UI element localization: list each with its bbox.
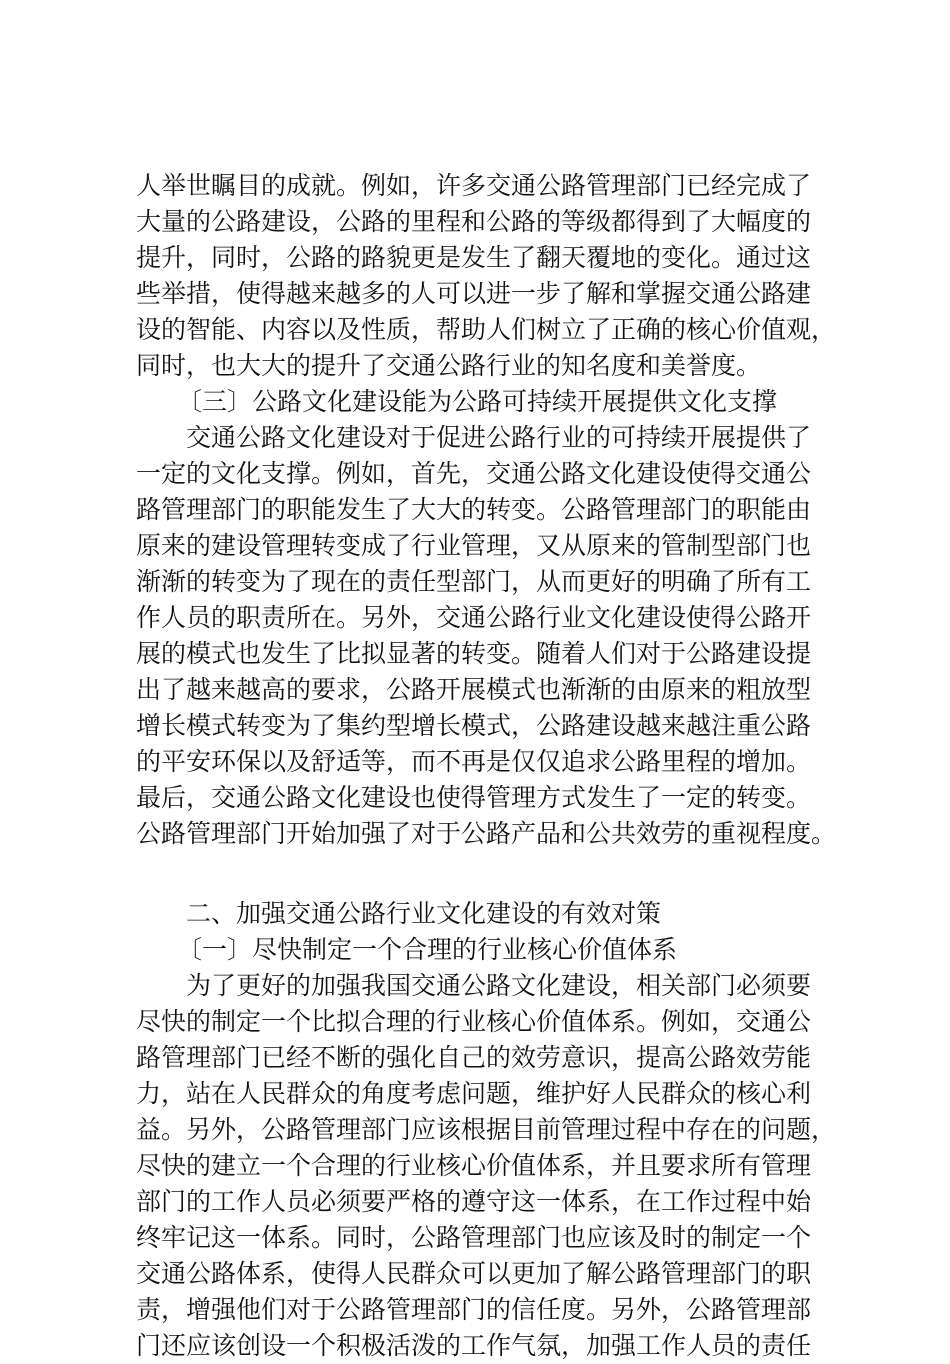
line-text: 尽快的建立一个合理的行业核心价值体系，并且要求所有管理 <box>136 1151 812 1180</box>
text-line <box>0 456 950 492</box>
text-line <box>0 780 950 816</box>
text-line <box>0 1148 950 1184</box>
text-line <box>0 1004 950 1040</box>
text-line <box>0 312 950 348</box>
text-line <box>0 276 950 312</box>
line-text: 出了越来越高的要求，公路开展模式也渐渐的由原来的粗放型 <box>136 675 812 704</box>
text-line <box>0 564 950 600</box>
subsection-heading <box>0 384 950 420</box>
line-text: 的平安环保以及舒适等，而不再是仅仅追求公路里程的增加。 <box>136 747 812 776</box>
line-text: 为了更好的加强我国交通公路文化建设，相关部门必须要 <box>186 971 812 1000</box>
line-text: 同时，也大大的提升了交通公路行业的知名度和美誉度。 <box>136 351 762 380</box>
text-line <box>0 1220 950 1256</box>
line-text: 路管理部门的职能发生了大大的转变。公路管理部门的职能由 <box>136 495 812 524</box>
text-line <box>0 168 950 204</box>
line-text: 原来的建设管理转变成了行业管理，又从原来的管制型部门也 <box>136 531 812 560</box>
line-text: 增长模式转变为了集约型增长模式，公路建设越来越注重公路 <box>136 711 812 740</box>
line-text: 交通公路文化建设对于促进公路行业的可持续开展提供了 <box>186 423 812 452</box>
line-text: 部门的工作人员必须要严格的遵守这一体系，在工作过程中始 <box>136 1187 812 1216</box>
line-text: 人举世瞩目的成就。例如，许多交通公路管理部门已经完成了 <box>136 171 812 200</box>
text-line <box>0 492 950 528</box>
text-line <box>0 600 950 636</box>
line-text: 大量的公路建设，公路的里程和公路的等级都得到了大幅度的 <box>136 207 812 236</box>
line-text: 展的模式也发生了比拟显著的转变。随着人们对于公路建设提 <box>136 639 812 668</box>
line-text: 门还应该创设一个积极活泼的工作气氛，加强工作人员的责任 <box>136 1331 812 1360</box>
line-text: 〔一〕尽快制定一个合理的行业核心价值体系 <box>177 935 678 964</box>
text-line <box>0 816 950 852</box>
text-line <box>0 968 950 1004</box>
line-text: 提升，同时，公路的路貌更是发生了翻天覆地的变化。通过这 <box>136 243 812 272</box>
text-line <box>0 1112 950 1148</box>
text-line <box>0 636 950 672</box>
text-line <box>0 1040 950 1076</box>
line-text: 责，增强他们对于公路管理部门的信任度。另外，公路管理部 <box>136 1295 812 1324</box>
text-line <box>0 204 950 240</box>
line-text: 一定的文化支撑。例如，首先，交通公路文化建设使得交通公 <box>136 459 812 488</box>
line-text: 最后，交通公路文化建设也使得管理方式发生了一定的转变。 <box>136 783 812 812</box>
line-text: 设的智能、内容以及性质，帮助人们树立了正确的核心价值观， <box>136 315 837 344</box>
text-line <box>0 708 950 744</box>
text-line <box>0 528 950 564</box>
text-line <box>0 1076 950 1112</box>
line-text: 作人员的职责所在。另外，交通公路行业文化建设使得公路开 <box>136 603 812 632</box>
text-line <box>0 744 950 780</box>
text-line <box>0 1184 950 1220</box>
line-text: 路管理部门已经不断的强化自己的效劳意识，提高公路效劳能 <box>136 1043 812 1072</box>
line-text: 公路管理部门开始加强了对于公路产品和公共效劳的重视程度。 <box>136 819 837 848</box>
text-line <box>0 1292 950 1328</box>
line-text: 渐渐的转变为了现在的责任型部门，从而更好的明确了所有工 <box>136 567 812 596</box>
line-text: 〔三〕公路文化建设能为公路可持续开展提供文化支撑 <box>177 387 778 416</box>
line-text: 终牢记这一体系。同时，公路管理部门也应该及时的制定一个 <box>136 1223 812 1252</box>
text-line <box>0 672 950 708</box>
line-text: 交通公路体系，使得人民群众可以更加了解公路管理部门的职 <box>136 1259 812 1288</box>
subsection-heading <box>0 932 950 968</box>
text-line <box>0 1328 950 1364</box>
line-text: 些举措，使得越来越多的人可以进一步了解和掌握交通公路建 <box>136 279 812 308</box>
text-line <box>0 348 950 384</box>
line-text: 尽快的制定一个比拟合理的行业核心价值体系。例如，交通公 <box>136 1007 812 1036</box>
section-heading <box>0 896 950 932</box>
line-text: 力，站在人民群众的角度考虑问题，维护好人民群众的核心利 <box>136 1079 812 1108</box>
text-line <box>0 420 950 456</box>
line-text: 益。另外，公路管理部门应该根据目前管理过程中存在的问题， <box>136 1115 837 1144</box>
text-line <box>0 240 950 276</box>
text-line <box>0 1256 950 1292</box>
line-text: 二、加强交通公路行业文化建设的有效对策 <box>186 899 662 928</box>
